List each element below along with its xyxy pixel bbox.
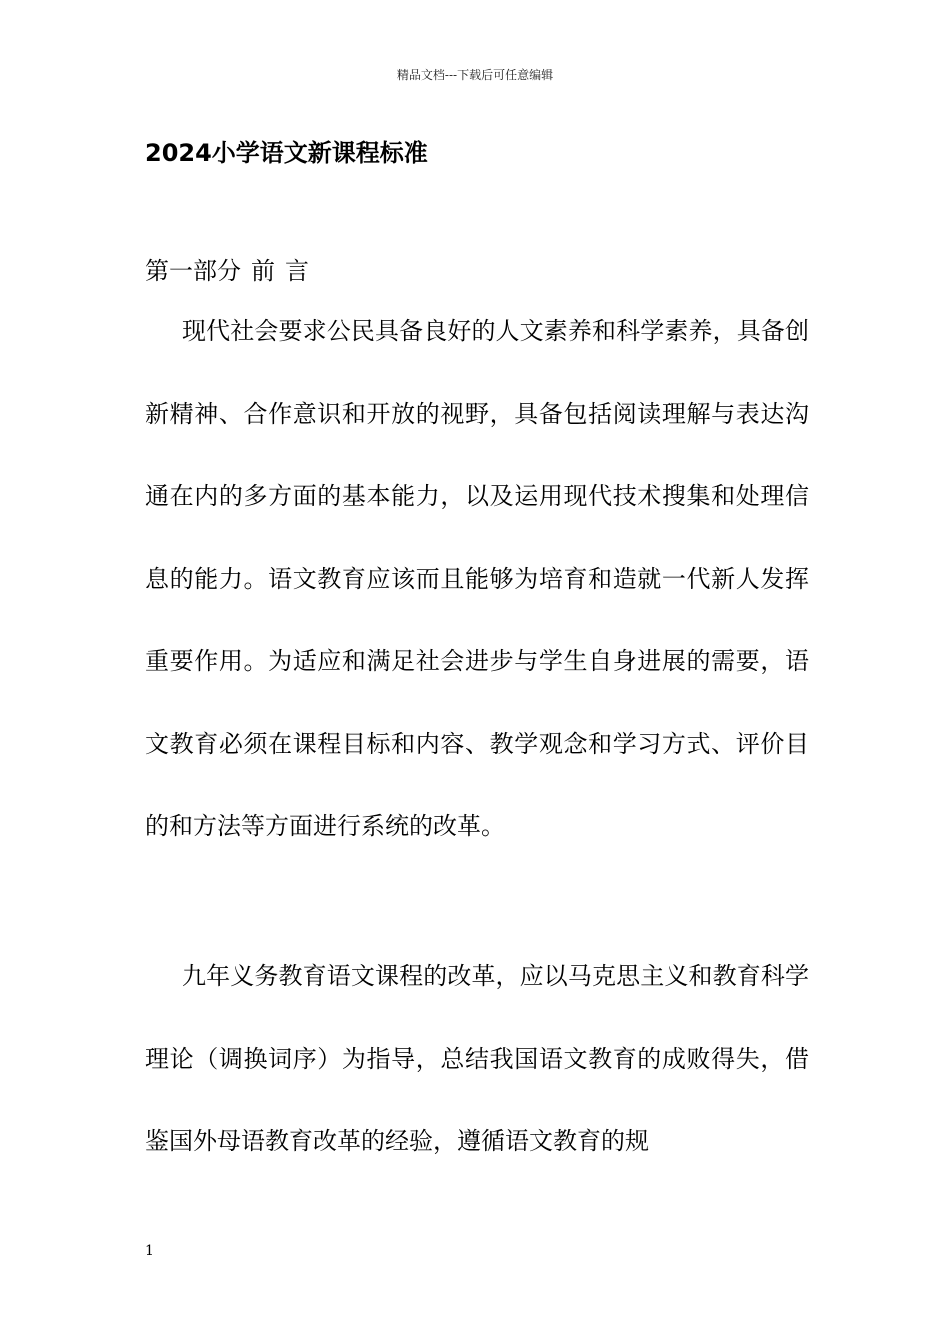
section-heading bbox=[145, 251, 309, 286]
section-title-word: 前 bbox=[251, 257, 275, 285]
page-header: 精品文档---下载后可任意编辑 bbox=[396, 68, 554, 82]
body-paragraph: 现代社会要求公民具备良好的人文素养和科学素养，具备创新精神、合作意识和开放的视野，具备包括阅读理解与表达沟通在内的多方面的基本能力，以及运用现代技术搜集和处理信息的能力。语文教育应该而且能够为培育和造就一代新人发挥重要作用。为适应和满足社会进步与学生自身进展的需要，语文教育必须在课程目标和内容、教学观念和学习方式、评价目的和方法等方面进行系统的改革。 bbox=[145, 317, 809, 840]
document-title: 2024小学语文新课程标准 bbox=[145, 139, 428, 167]
body-paragraph: 九年义务教育语文课程的改革，应以马克思主义和教育科学理论（调换词序）为指导，总结我国语文教育的成败得失，借鉴国外母语教育改革的经验，遵循语文教育的规 bbox=[145, 962, 809, 1155]
page-number: 1 bbox=[145, 1243, 154, 1259]
section-title-word: 言 bbox=[285, 257, 309, 285]
section-part-label: 第一部分 bbox=[145, 257, 241, 285]
